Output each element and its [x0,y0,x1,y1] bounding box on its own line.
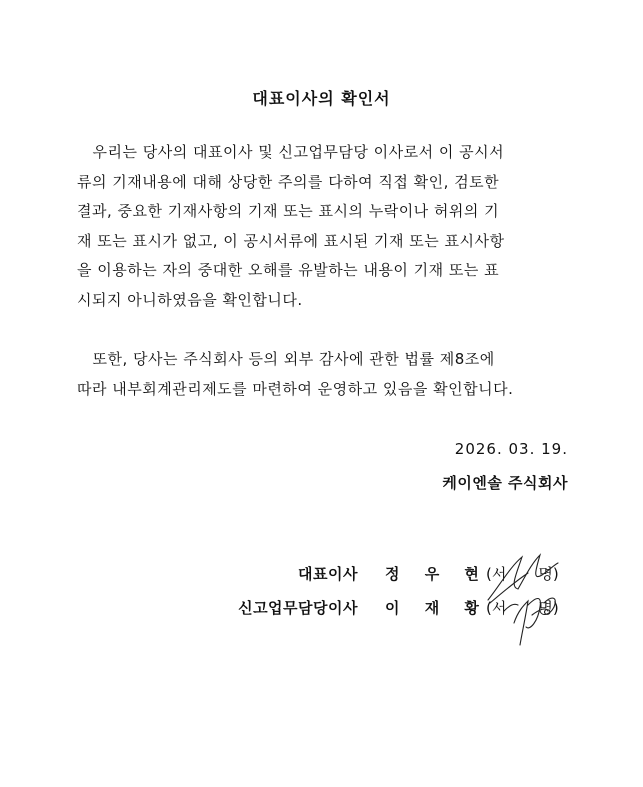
seal-open-text: (서 [486,599,507,617]
signatory-role: 신고업무담당이사 [238,599,358,617]
paragraph-line: 우리는 당사의 대표이사 및 신고업무담당 이사로서 이 공시서 [77,143,505,161]
paragraph-line: 시되지 아니하였음을 확인합니다. [77,290,303,309]
signatory-name: 이 재 황 [385,599,489,617]
paragraph-line: 류의 기재내용에 대해 상당한 주의를 다하여 직접 확인, 검토한 [77,172,500,191]
paragraph-line: 또한, 당사는 주식회사 등의 외부 감사에 관한 법률 제8조에 [77,350,495,368]
document-title: 대표이사의 확인서 [252,89,391,108]
handwritten-signature-icon [470,545,580,655]
company-name: 케이엔솔 주식회사 [442,474,568,492]
seal-close-text: 명) [538,599,559,617]
signatory-role: 대표이사 [298,565,358,583]
paragraph-line: 을 이용하는 자의 중대한 오해를 유발하는 내용이 기재 또는 표 [77,261,500,279]
confirmation-paragraph [77,138,569,315]
seal-close-text: 명) [538,565,559,583]
paragraph-line: 결과, 중요한 기재사항의 기재 또는 표시의 누락이나 허위의 기 [77,202,500,220]
seal-open-text: (서 [486,565,507,583]
internal-control-paragraph [77,345,569,404]
signatory-name: 정 우 현 [385,565,489,583]
paragraph-line: 재 또는 표시가 없고, 이 공시서류에 표시된 기재 또는 표시사항 [77,231,505,250]
paragraph-line: 따라 내부회계관리제도를 마련하여 운영하고 있음을 확인합니다. [77,379,514,398]
document-date: 2026. 03. 19. [454,440,568,458]
